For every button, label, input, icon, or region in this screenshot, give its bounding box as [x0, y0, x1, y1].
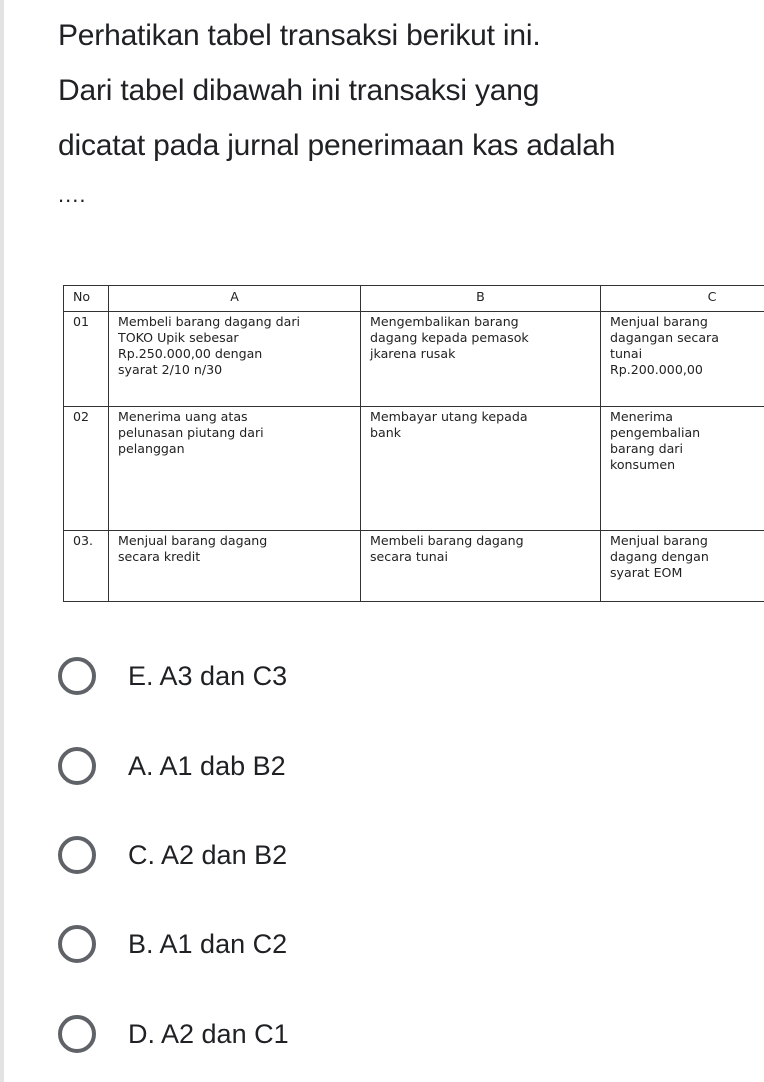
header-c: C [601, 286, 764, 312]
cell-text: Membeli barang dagang [370, 533, 524, 548]
left-border-strip [0, 0, 4, 1082]
cell-text: Membayar utang kepada [370, 409, 528, 424]
radio-unchecked-icon[interactable] [58, 836, 96, 874]
table-row [64, 312, 764, 407]
radio-unchecked-icon[interactable] [58, 657, 96, 695]
option-label: B. A1 dan C2 [128, 928, 288, 959]
radio-unchecked-icon[interactable] [58, 747, 96, 785]
cell-text: Menjual barang dagang [118, 533, 268, 548]
cell-b3 [361, 531, 601, 602]
cell-text: Rp.200.000,00 [610, 362, 703, 377]
option-label: D. A2 dan C1 [128, 1018, 289, 1049]
option-label: A. A1 dab B2 [128, 750, 286, 781]
header-no: No [64, 286, 109, 312]
cell-text: tunai [610, 346, 643, 361]
question-line-3: dicatat pada jurnal penerimaan kas adalah [58, 129, 616, 162]
cell-text: secara tunai [370, 549, 448, 564]
question-ellipsis: .... [58, 182, 87, 207]
cell-text: konsumen [610, 457, 676, 472]
cell-a3 [109, 531, 361, 602]
cell-text: jkarena rusak [370, 346, 456, 361]
option-e[interactable] [56, 654, 656, 698]
cell-c3 [601, 531, 764, 602]
option-label: E. A3 dan C3 [128, 660, 288, 691]
radio-unchecked-icon[interactable] [58, 1015, 96, 1053]
cell-c2 [601, 407, 764, 531]
option-b[interactable] [56, 922, 656, 966]
cell-text: barang dari [610, 441, 683, 456]
question-text [58, 8, 758, 213]
option-label: C. A2 dan B2 [128, 839, 288, 870]
cell-text: Membeli barang dagang dari [118, 314, 301, 329]
cell-text: dagangan secara [610, 330, 719, 345]
cell-text: Menjual barang [610, 533, 708, 548]
option-d[interactable] [56, 1012, 656, 1056]
cell-no: 01 [64, 312, 109, 407]
cell-text: Rp.250.000,00 dengan [118, 346, 263, 361]
cell-text: Menerima uang atas [118, 409, 248, 424]
cell-no: 02 [64, 407, 109, 531]
cell-b2 [361, 407, 601, 531]
option-a[interactable] [56, 744, 656, 788]
cell-text: dagang dengan [610, 549, 709, 564]
cell-no: 03. [64, 531, 109, 602]
cell-text: bank [370, 425, 401, 440]
cell-c1 [601, 312, 764, 407]
table-header-row [64, 286, 764, 312]
question-line-1: Perhatikan tabel transaksi berikut ini. [58, 19, 541, 52]
cell-text: dagang kepada pemasok [370, 330, 529, 345]
question-line-2: Dari tabel dibawah ini transaksi yang [58, 74, 540, 107]
table-row [64, 531, 764, 602]
cell-text: Mengembalikan barang [370, 314, 519, 329]
cell-a2 [109, 407, 361, 531]
transaction-table-image [63, 285, 764, 602]
cell-text: syarat EOM [610, 565, 683, 580]
cell-text: Menjual barang [610, 314, 708, 329]
cell-text: syarat 2/10 n/30 [118, 362, 223, 377]
table-row [64, 407, 764, 531]
radio-unchecked-icon[interactable] [58, 925, 96, 963]
cell-text: pelanggan [118, 441, 185, 456]
cell-text: pengembalian [610, 425, 701, 440]
cell-text: TOKO Upik sebesar [118, 330, 239, 345]
header-b: B [361, 286, 601, 312]
cell-b1 [361, 312, 601, 407]
cell-text: pelunasan piutang dari [118, 425, 264, 440]
option-c[interactable] [56, 833, 656, 877]
cell-text: Menerima [610, 409, 674, 424]
cell-text: secara kredit [118, 549, 201, 564]
transaction-table [63, 285, 764, 602]
cell-a1 [109, 312, 361, 407]
header-a: A [109, 286, 361, 312]
